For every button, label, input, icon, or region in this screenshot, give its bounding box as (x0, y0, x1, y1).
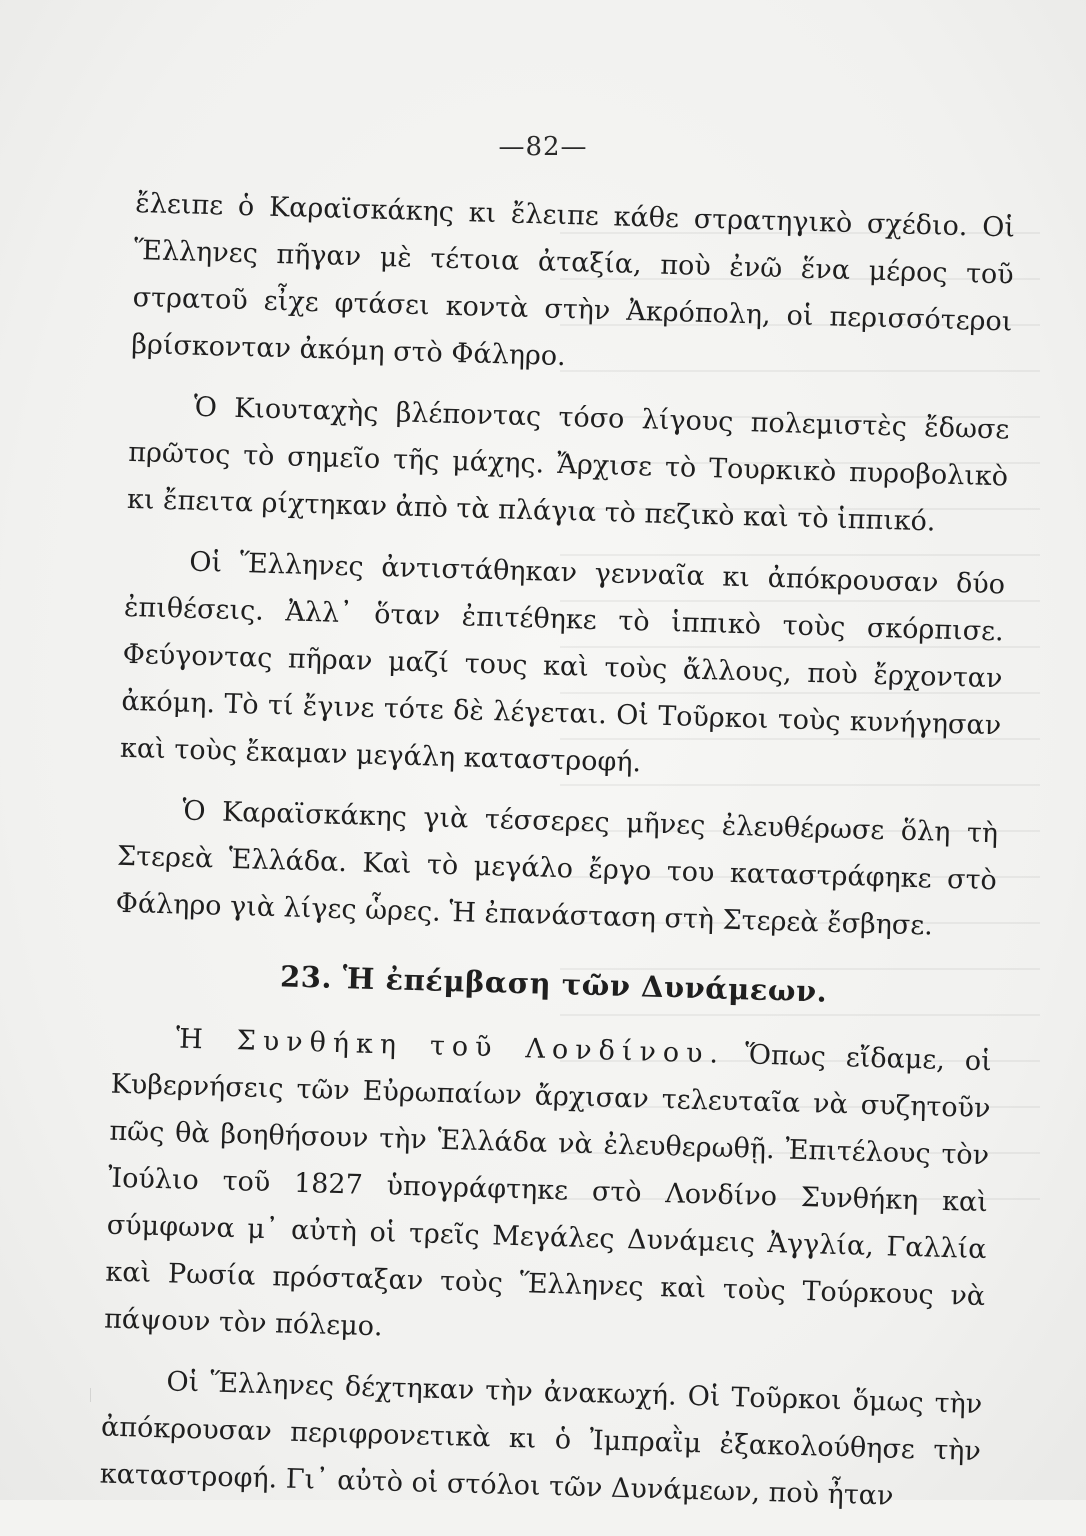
closing-paragraph: Οἱ Ἕλληνες δέχτηκαν τὴν ἀνακωχή. Οἱ Τοῦρκοι ὅμως τὴν ἀπόκρουσαν περιφρονετικὰ κι ὁ Ἰμπραῒμ ἐξακολούθησε τὴν καταστροφή. Γι᾽ αὐτὸ οἱ στόλοι τῶν Δυνάμεων, ποὺ ἦταν (99, 1366, 983, 1512)
paragraph-3: Οἱ Ἕλληνες ἀντιστάθηκαν γενναῖα κι ἀπόκρουσαν δύο ἐπιθέσεις. Ἀλλ᾽ ὅταν ἐπιτέθηκε τὸ ἱππικὸ τοὺς σκόρπισε. Φεύγοντας πῆραν μαζί τους καὶ τοὺς ἄλλους, ποὺ ἔρχονταν ἀκόμη. Τὸ τί ἔγινε τότε δὲ λέγεται. Οἱ Τοῦρκοι τοὺς κυνήγησαν καὶ τοὺς ἔκαμαν μεγάλη καταστροφή. (119, 546, 1006, 779)
section-lead-text: Ὅπως εἴδαμε, οἱ Κυβερνήσεις τῶν Εὐρωπαίων ἄρχισαν τελευταῖα νὰ συζητοῦν πῶς θὰ βοηθήσουν τὴν Ἑλλάδα νὰ ἐλευθερωθῇ. Ἐπιτέλους τὸν Ἰούλιο τοῦ 1827 ὑπογράφτηκε στὸ Λονδίνο Συνθήκη καὶ σύμφωνα μ᾽ αὐτὴ οἱ τρεῖς Μεγάλες Δυνάμεις Ἀγγλία, Γαλλία καὶ Ρωσία πρόσταξαν τοὺς Ἕλληνες καὶ τοὺς Τούρκους νὰ πάψουν τὸν πόλεμο. (103, 1038, 993, 1343)
paragraph-1: ἔλειπε ὁ Καραϊσκάκης κι ἔλειπε κάθε στρατηγικὸ σχέδιο. Οἱ Ἕλληνες πῆγαν μὲ τέτοια ἀταξία, ποὺ ἐνῶ ἕνα μέρος τοῦ στρατοῦ εἶχε φτάσει κοντὰ στὴν Ἀκρόπολη, οἱ περισσότεροι βρίσκονταν ἀκόμη στὸ Φάληρο. (130, 187, 1016, 373)
page-body (99, 180, 1016, 1536)
paragraph-2: Ὁ Κιουταχὴς βλέποντας τόσο λίγους πολεμιστὲς ἔδωσε πρῶτος τὸ σημεῖο τῆς μάχης. Ἄρχισε τὸ Τουρκικὸ πυροβολικὸ κι ἔπειτα ρίχτηκαν ἀπὸ τὰ πλάγια τὸ πεζικὸ καὶ τὸ ἱππικό. (126, 391, 1010, 538)
margin-mark (90, 1388, 99, 1402)
paragraph-4: Ὁ Καραϊσκάκης γιὰ τέσσερες μῆνες ἐλευθέρωσε ὅλη τὴ Στερεὰ Ἑλλάδα. Καὶ τὸ μεγάλο ἔργο του καταστράφηκε στὸ Φάληρο γιὰ λίγες ὧρες. Ἡ ἐπανάσταση στὴ Στερεὰ ἔσβησε. (115, 795, 999, 942)
section-lead-paragraph (104, 1014, 993, 1367)
page-number: —82— (498, 132, 588, 162)
section-heading: 23. Ἡ ἐπέμβαση τῶν Δυνάμεων. (279, 959, 828, 1009)
section-lead-title: Ἡ Συνθήκη τοῦ Λονδίνου. (175, 1023, 726, 1070)
